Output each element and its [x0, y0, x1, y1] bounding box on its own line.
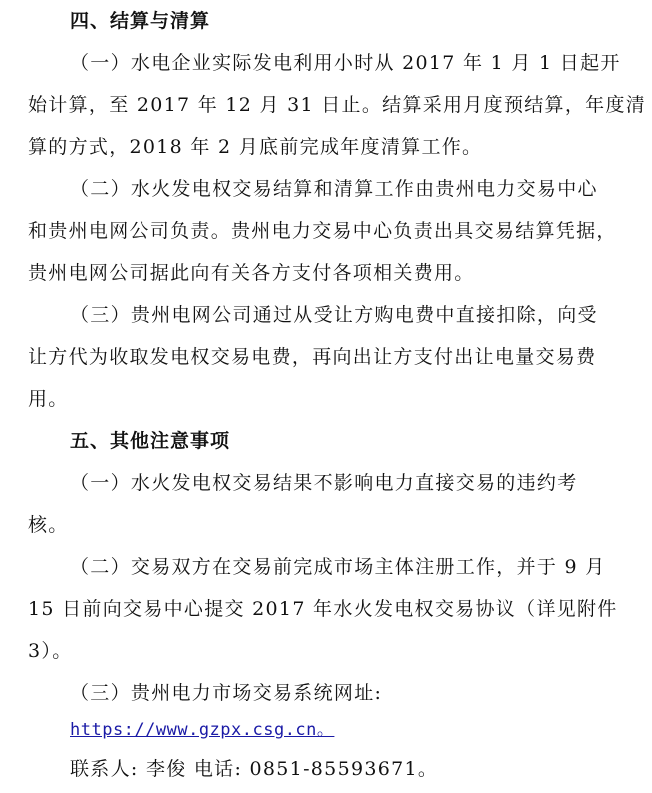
section-5-heading: 五、其他注意事项	[70, 430, 231, 452]
section-5-para-1-line-2: 核。	[28, 514, 69, 536]
section-5-para-2-line-2: 15 日前向交易中心提交 2017 年水火发电权交易协议（详见附件	[28, 598, 618, 620]
section-5-para-3-line-1: （三）贵州电力市场交易系统网址:	[70, 682, 383, 704]
section-5-para-2-line-3: 3）。	[28, 640, 73, 662]
section-4-para-1-line-3: 算的方式，2018 年 2 月底前完成年度清算工作。	[28, 136, 483, 158]
section-4-heading: 四、结算与清算	[70, 10, 211, 32]
contact-line: 联系人: 李俊 电话: 0851-85593671。	[70, 758, 439, 780]
trading-system-url-link[interactable]: https://www.gzpx.csg.cn。	[70, 720, 335, 740]
section-4-para-2-line-3: 贵州电网公司据此向有关各方支付各项相关费用。	[28, 262, 475, 284]
section-4-para-3-line-2: 让方代为收取发电权交易电费，再向出让方支付出让电量交易费	[28, 346, 597, 368]
section-4-para-3-line-3: 用。	[28, 388, 69, 410]
section-4-para-2-line-2: 和贵州电网公司负责。贵州电力交易中心负责出具交易结算凭据，	[28, 220, 617, 242]
section-4-para-1-line-2: 始计算，至 2017 年 12 月 31 日止。结算采用月度预结算，年度清	[28, 94, 647, 116]
section-5-para-2-line-1: （二）交易双方在交易前完成市场主体注册工作，并于 9 月	[70, 556, 606, 578]
section-4-para-3-line-1: （三）贵州电网公司通过从受让方购电费中直接扣除，向受	[70, 304, 598, 326]
section-4-para-2-line-1: （二）水火发电权交易结算和清算工作由贵州电力交易中心	[70, 178, 598, 200]
section-4-para-1-line-1: （一）水电企业实际发电利用小时从 2017 年 1 月 1 日起开	[70, 52, 621, 74]
section-5-para-1-line-1: （一）水火发电权交易结果不影响电力直接交易的违约考	[70, 472, 578, 494]
